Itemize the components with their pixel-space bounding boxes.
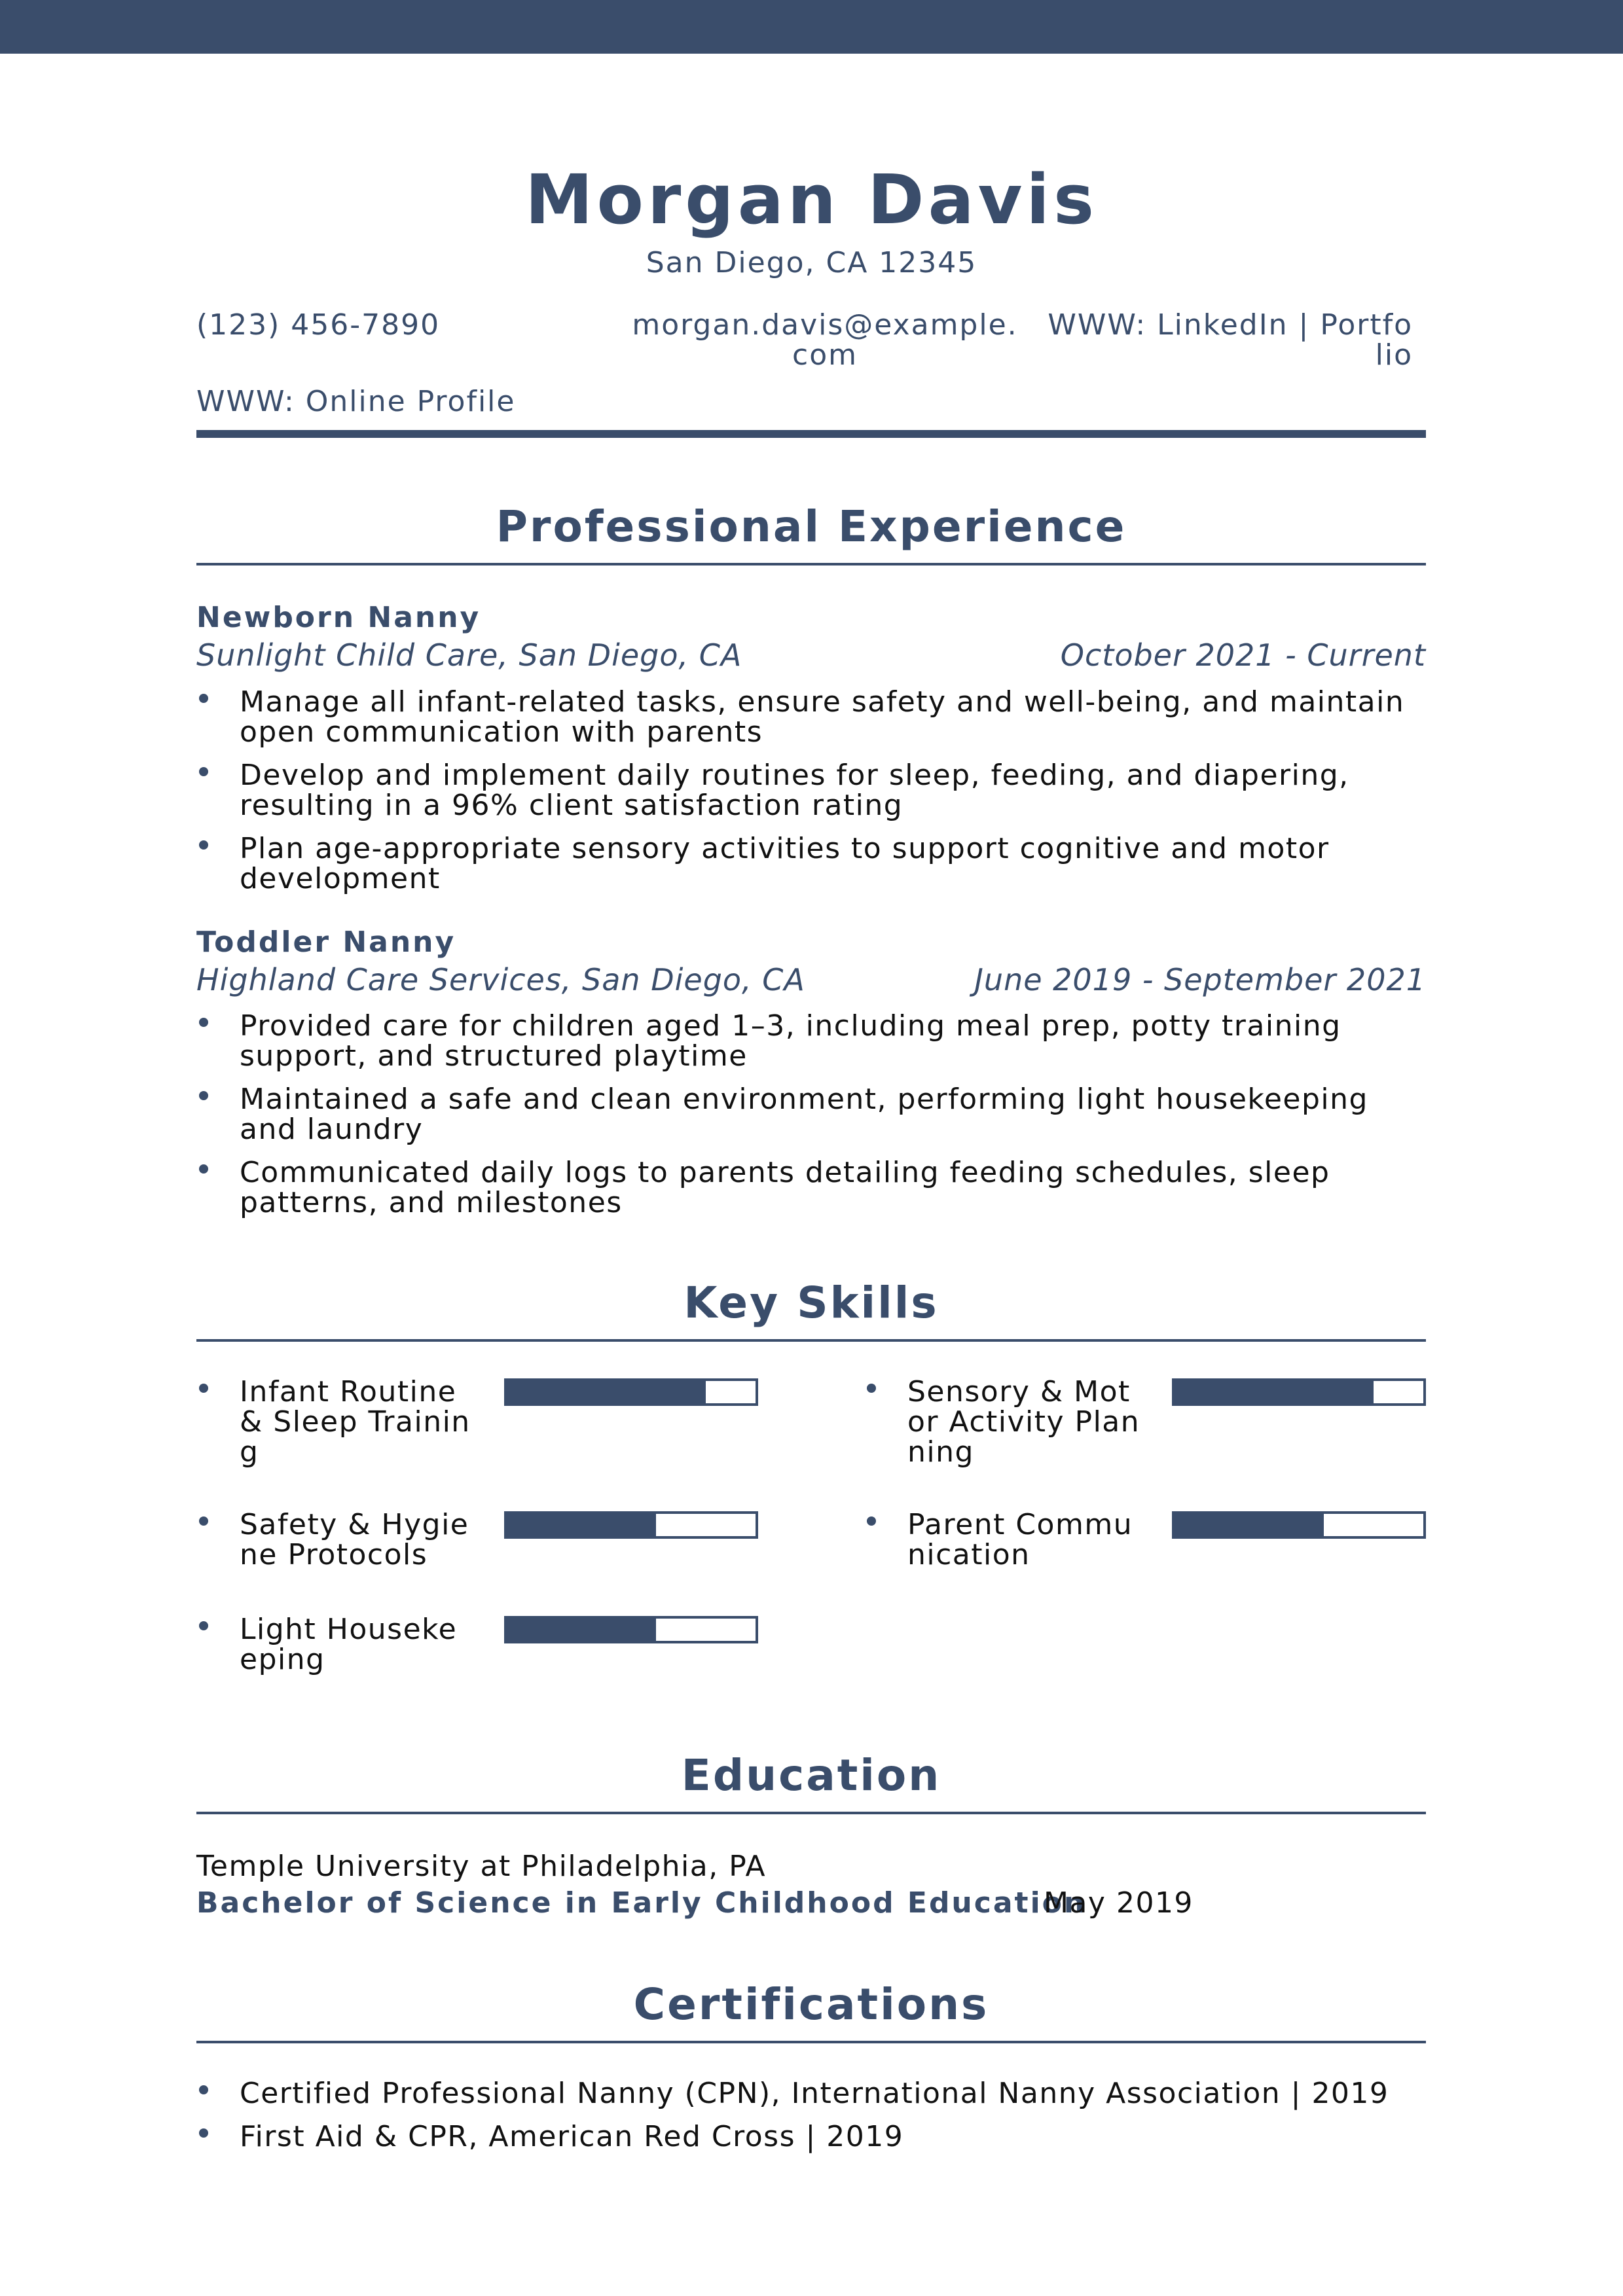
certifications-heading: Certifications [633, 1979, 989, 2030]
links-line-2: lio [1375, 338, 1413, 372]
bullet-icon [199, 2128, 208, 2138]
list-item: Communicated daily logs to parents detailing feeding schedules, sleep patterns, and milestones [196, 1158, 1427, 1218]
skill-level-bar [504, 1511, 758, 1539]
education-heading: Education [681, 1750, 941, 1801]
education-school: Temple University at Philadelphia, PA [196, 1850, 767, 1883]
bullet-icon [199, 1091, 208, 1100]
job-1-company: Sunlight Child Care, San Diego, CA [196, 637, 742, 673]
skill-item [864, 1510, 1440, 1600]
phone: (123) 456-7890 [196, 308, 441, 342]
skill-level-fill [1175, 1381, 1374, 1403]
skill-label: Light Housekeeping [240, 1615, 458, 1675]
list-item: Manage all infant-related tasks, ensure safety and well-being, and maintain open communication with parents [196, 687, 1427, 747]
job-2-bullets [196, 1011, 1427, 1218]
candidate-name: Morgan Davis [525, 160, 1098, 240]
email[interactable] [615, 310, 1034, 370]
skill-level-bar [504, 1378, 758, 1406]
bullet-icon [867, 1516, 876, 1526]
list-item: Maintained a safe and clean environment, performing light housekeeping and laundry [196, 1085, 1427, 1145]
bullet-icon [199, 840, 208, 850]
education-divider [196, 1812, 1426, 1814]
list-item: First Aid & CPR, American Red Cross | 2019 [196, 2122, 1427, 2152]
skills-heading: Key Skills [684, 1278, 939, 1328]
job-1-bullets [196, 687, 1427, 894]
skills-divider [196, 1339, 1426, 1342]
job-1-role: Newborn Nanny [196, 601, 481, 634]
bullet-icon [199, 694, 208, 703]
job-1-dates: October 2021 - Current [1060, 637, 1426, 673]
links-line-1: WWW: LinkedIn | Portfo [1048, 308, 1413, 342]
bullet-icon [199, 1516, 208, 1526]
skill-level-fill [507, 1514, 656, 1536]
skill-item [864, 1377, 1440, 1467]
location: San Diego, CA 12345 [646, 246, 977, 279]
skill-level-bar [1172, 1378, 1426, 1406]
list-item: Provided care for children aged 1–3, including meal prep, potty training support, and structured playtime [196, 1011, 1427, 1071]
skill-level-fill [507, 1619, 656, 1641]
skill-item [196, 1510, 773, 1600]
skill-item [196, 1615, 773, 1675]
certifications-divider [196, 2041, 1426, 2043]
education-date: May 2019 [1044, 1886, 1194, 1920]
skill-label: Parent Communication [907, 1510, 1133, 1571]
list-item: Develop and implement daily routines for sleep, feeding, and diapering, resulting in a 96% client satisfaction rating [196, 761, 1427, 821]
skill-level-bar [1172, 1511, 1426, 1539]
list-item: Certified Professional Nanny (CPN), International Nanny Association | 2019 [196, 2079, 1427, 2109]
bullet-icon [199, 1164, 208, 1174]
skill-level-fill [1175, 1514, 1324, 1536]
skill-label: Infant Routine & Sleep Training [240, 1377, 471, 1469]
bullet-icon [199, 1621, 208, 1630]
email-line-2: com [792, 338, 858, 372]
list-item: Plan age-appropriate sensory activities to support cognitive and motor development [196, 834, 1427, 894]
top-accent-bar [0, 0, 1623, 54]
bullet-icon [199, 1384, 208, 1393]
online-profile-link[interactable]: WWW: Online Profile [196, 385, 516, 418]
experience-heading: Professional Experience [496, 501, 1127, 552]
bullet-icon [199, 2085, 208, 2094]
skill-label: Sensory & Motor Activity Planning [907, 1377, 1140, 1467]
skill-level-bar [504, 1616, 758, 1643]
job-2-dates: June 2019 - September 2021 [974, 962, 1426, 997]
email-line-1: morgan.davis@example. [632, 308, 1018, 342]
experience-divider [196, 563, 1426, 565]
skill-label: Safety & Hygiene Protocols [240, 1510, 469, 1571]
certifications-list [196, 2079, 1427, 2152]
bullet-icon [199, 1018, 208, 1027]
skill-level-fill [507, 1381, 706, 1403]
skill-item [196, 1377, 773, 1498]
bullet-icon [199, 767, 208, 776]
job-2-company: Highland Care Services, San Diego, CA [196, 962, 805, 997]
header-divider [196, 430, 1426, 438]
education-degree: Bachelor of Science in Early Childhood Education [196, 1886, 1087, 1920]
job-2-role: Toddler Nanny [196, 925, 456, 959]
bullet-icon [867, 1384, 876, 1393]
links[interactable] [1021, 310, 1413, 370]
